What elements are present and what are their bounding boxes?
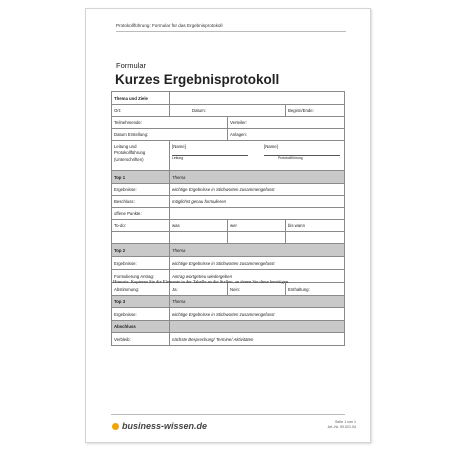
row-unterschriften [112,141,345,171]
beginn-ende-field[interactable] [286,105,345,117]
row-top3-ergebnisse [112,308,345,321]
row-ort-datum [112,105,345,117]
abschluss-verbleib-label: Verbleib: [112,333,170,346]
leitung-label-line2: Protokollführung [114,149,146,155]
top1-thema[interactable]: Thema [170,171,345,184]
top1-todo-empty-4[interactable] [286,232,345,244]
top2-nein[interactable]: Nein: [228,283,286,296]
ort-label: Ort: [114,108,122,113]
protocol-form-table [111,91,345,346]
top1-beschluss-value[interactable]: möglichst genau formulieren [170,196,345,208]
top1-offene-punkte-value[interactable] [170,208,345,220]
beginn-ende-label: Beginn/Ende: [288,108,314,113]
row-top1-offene-punkte [112,208,345,220]
row-top2-ergebnisse [112,257,345,270]
top1-todo-label: To-do: [112,220,170,232]
top1-todo-empty-1[interactable] [112,232,170,244]
top1-todo-wer: wer [228,220,286,232]
footer-meta [328,420,356,430]
row-teilnehmende [112,117,345,129]
top2-ja[interactable]: Ja: [170,283,228,296]
top2-antrag-value[interactable]: Antrag wortgetreu wiedergeben [170,270,345,283]
leitung-label-line3: (Unterschriften) [114,157,144,162]
top1-label: Top 1 [112,171,170,184]
abschluss-verbleib-value[interactable]: nächste Besprechung/ Termine/ Aktivitäten [170,333,345,346]
header-divider [116,31,346,32]
top3-ergebnisse-value[interactable]: wichtige Ergebnisse in Stichworten zusammengefasst [170,308,345,321]
logo-text: business-wissen.de [122,421,208,431]
top2-ergebnisse-value[interactable]: wichtige Ergebnisse in Stichworten zusammengefasst [170,257,345,270]
datum-field[interactable] [170,105,286,117]
top1-todo-empty-2[interactable] [170,232,228,244]
row-abschluss-header [112,321,345,333]
row-top1-beschluss [112,196,345,208]
row-top2-header [112,244,345,257]
top1-beschluss-label: Beschluss: [112,196,170,208]
ort-field[interactable] [112,105,170,117]
page-number: Seite 1 von 1 [335,420,356,424]
verteiler-field[interactable] [228,117,345,129]
signature-name-leitung: [Name] [172,144,186,149]
abschluss-label: Abschluss [112,321,170,333]
copy-hint: Hinweis: Kopieren Sie die Elemente in der Tabelle an die Stellen, an denen Sie diese benötigen. [113,279,290,284]
document-page [85,8,371,443]
thema-ziele-label: Thema und Ziele [112,92,170,105]
logo [112,421,207,431]
top1-todo-was: was [170,220,228,232]
top2-abstimmung-label: Abstimmung: [112,283,170,296]
top2-antrag-label: Formulierung Antrag: [112,270,170,283]
page-header: Protokollführung: Formular für das Ergebnisprotokoll [116,23,223,28]
signature-caption-leitung: Leitung [172,156,184,160]
datum-label: Datum: [192,108,206,113]
row-thema-ziele [112,92,345,105]
top1-todo-bis-wann: bis wann [286,220,345,232]
top2-thema[interactable]: Thema [170,244,345,257]
row-top1-todo [112,220,345,232]
top2-label: Top 2 [112,244,170,257]
article-number: Art.-Nr. 90.021.04 [327,425,356,429]
row-top1-todo-empty [112,232,345,244]
datum-erstellung-field[interactable] [112,129,228,141]
row-abschluss-verbleib [112,333,345,346]
row-erstellung [112,129,345,141]
verteiler-label: Verteiler: [230,120,247,125]
anlagen-field[interactable] [228,129,345,141]
top3-ergebnisse-label: Ergebnisse: [112,308,170,321]
signature-cell[interactable] [170,141,345,171]
row-top1-ergebnisse [112,184,345,196]
top1-ergebnisse-value[interactable]: wichtige Ergebnisse in Stichworten zusammengefasst [170,184,345,196]
top2-enthaltung[interactable]: Enthaltung: [286,283,345,296]
anlagen-label: Anlagen: [230,132,247,137]
signature-caption-protokoll: Protokollführung [278,156,303,160]
thema-ziele-field[interactable] [170,92,345,105]
row-top3-header [112,296,345,308]
leitung-label-line1: Leitung und [114,144,137,149]
top2-ergebnisse-label: Ergebnisse: [112,257,170,270]
logo-dot-icon [112,423,119,430]
top1-offene-punkte-label: offene Punkte: [112,208,170,220]
footer-divider [111,414,345,415]
row-top2-abstimmung [112,283,345,296]
document-title: Kurzes Ergebnisprotokoll [115,72,280,87]
datum-erstellung-label: Datum Erstellung: [114,132,149,137]
top1-todo-empty-3[interactable] [228,232,286,244]
top1-ergebnisse-label: Ergebnisse: [112,184,170,196]
teilnehmende-label: Teilnehmende: [114,120,142,125]
top3-thema[interactable]: Thema [170,296,345,308]
teilnehmende-field[interactable] [112,117,228,129]
signature-name-protokoll: [Name] [264,144,278,149]
row-top1-header [112,171,345,184]
top3-label: Top 3 [112,296,170,308]
leitung-label-cell [112,141,170,171]
abschluss-header-field [170,321,345,333]
document-type-label: Formular [116,61,147,70]
